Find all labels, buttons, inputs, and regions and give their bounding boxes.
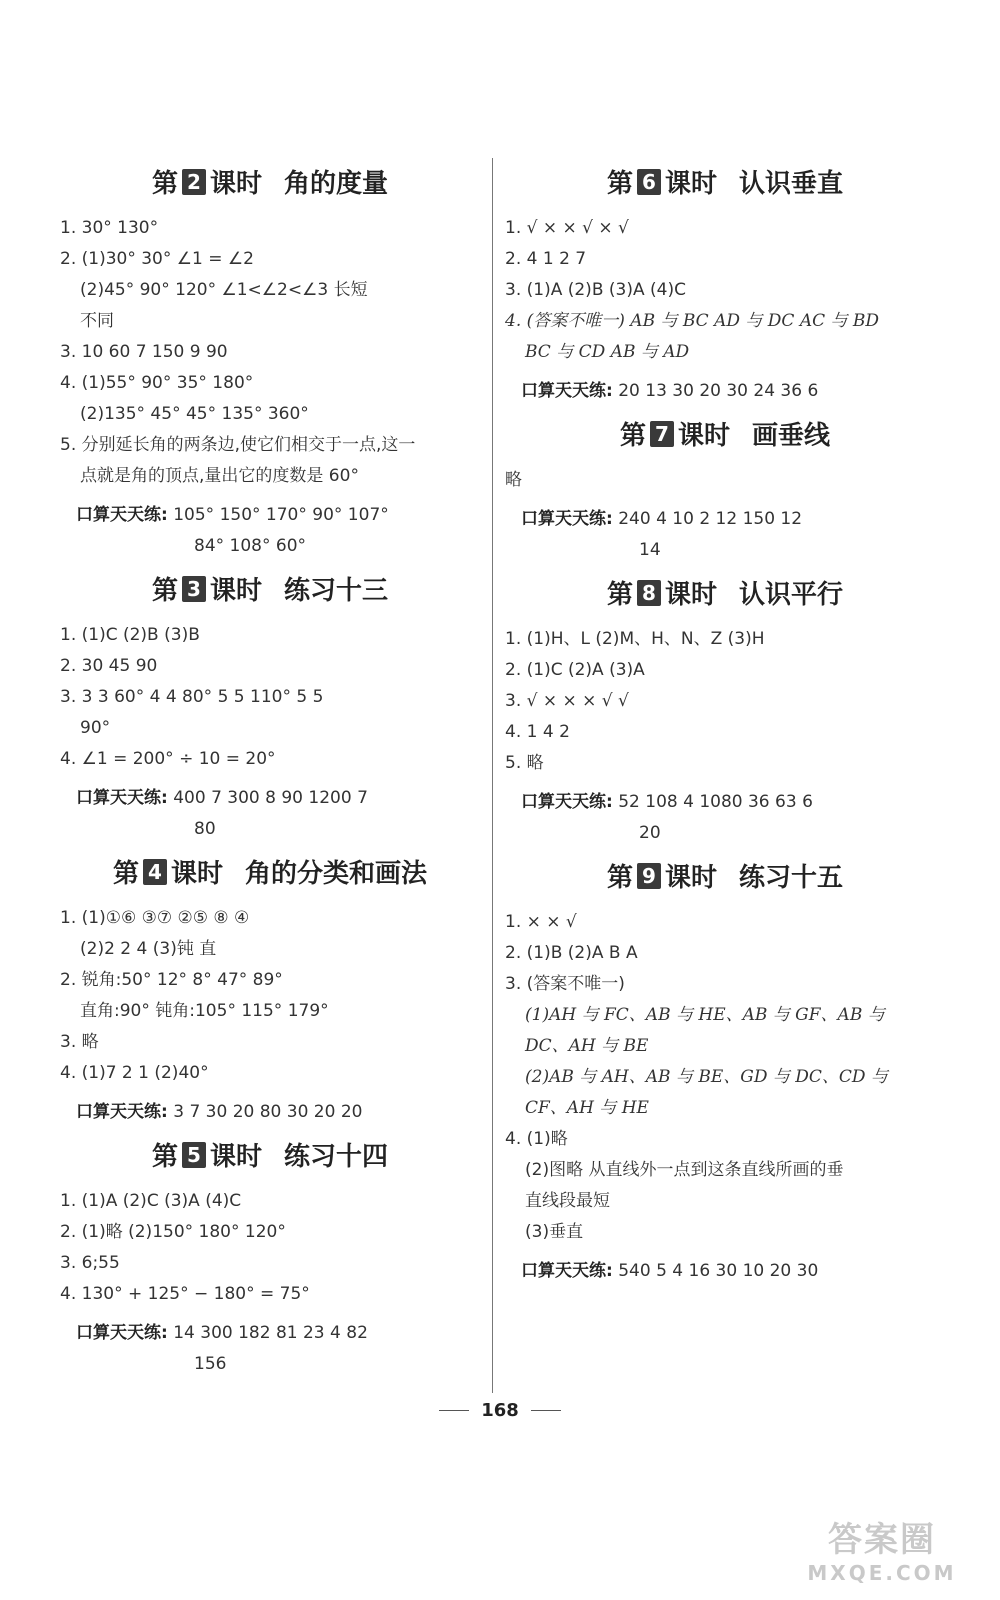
answer-line: 2. (1)B (2)A B A bbox=[505, 943, 638, 963]
oral-practice-values: 3 7 30 20 80 30 20 20 bbox=[173, 1102, 363, 1122]
oral-practice-values: 20 13 30 20 30 24 36 6 bbox=[618, 381, 819, 401]
answer-line: 点就是角的顶点,量出它的度数是 60° bbox=[80, 466, 359, 486]
oral-practice-label: 口算天天练: bbox=[76, 1102, 168, 1122]
footer-dash-right bbox=[531, 1410, 561, 1411]
oral-practice-values-cont: 84° 108° 60° bbox=[194, 536, 307, 556]
answer-line: (2)图略 从直线外一点到这条直线所画的垂 bbox=[525, 1160, 844, 1180]
oral-practice-label: 口算天天练: bbox=[76, 788, 168, 808]
lesson-name: 角的度量 bbox=[284, 169, 389, 199]
title-suffix: 课时 bbox=[664, 863, 717, 893]
answer-line: 4. (1)略 bbox=[505, 1129, 568, 1149]
right-column bbox=[505, 155, 945, 1293]
answer-line: 4. (1)7 2 1 (2)40° bbox=[60, 1063, 209, 1083]
title-suffix: 课时 bbox=[170, 859, 223, 889]
answer-line: 略 bbox=[505, 470, 522, 490]
title-prefix: 第 bbox=[151, 169, 178, 199]
oral-practice-label: 口算天天练: bbox=[76, 1323, 168, 1343]
answer-line: (3)垂直 bbox=[525, 1222, 584, 1242]
section-title-8 bbox=[505, 576, 945, 614]
answer-line: (2)AB 与 AH、AB 与 BE、GD 与 DC、CD 与 bbox=[525, 1067, 888, 1087]
page-footer bbox=[0, 1400, 1000, 1421]
footer-dash-left bbox=[439, 1410, 469, 1411]
answer-line: 3. √ × × × √ √ bbox=[505, 691, 629, 711]
oral-practice-values-cont: 14 bbox=[639, 540, 661, 560]
answer-line: 1. 30° 130° bbox=[60, 218, 159, 238]
lesson-number-badge: 7 bbox=[650, 421, 674, 447]
oral-practice bbox=[505, 504, 945, 566]
answer-line: 3. (答案不唯一) bbox=[505, 974, 625, 994]
answer-line: 5. 略 bbox=[505, 753, 544, 773]
watermark-logo bbox=[782, 1512, 982, 1585]
answer-line: (2)2 2 4 (3)钝 直 bbox=[80, 939, 217, 959]
left-column bbox=[60, 155, 480, 1386]
answer-line: 2. (1)30° 30° ∠1 = ∠2 bbox=[60, 249, 254, 269]
answer-line: 3. (1)A (2)B (3)A (4)C bbox=[505, 280, 686, 300]
answer-line: 1. (1)H、L (2)M、H、N、Z (3)H bbox=[505, 629, 765, 649]
oral-practice bbox=[505, 787, 945, 849]
section-title-3 bbox=[60, 572, 480, 610]
answer-line: 不同 bbox=[80, 311, 114, 331]
answer-line: 2. 30 45 90 bbox=[60, 656, 158, 676]
page-number: 168 bbox=[481, 1400, 519, 1421]
answer-line: 3. 3 3 60° 4 4 80° 5 5 110° 5 5 bbox=[60, 687, 324, 707]
title-prefix: 第 bbox=[606, 580, 633, 610]
title-prefix: 第 bbox=[606, 169, 633, 199]
section-title-2 bbox=[60, 165, 480, 203]
watermark-text-top: 答案圈 bbox=[828, 1520, 936, 1560]
answer-line: 4. 130° + 125° − 180° = 75° bbox=[60, 1284, 310, 1304]
answer-line: 90° bbox=[80, 718, 111, 738]
oral-practice-label: 口算天天练: bbox=[521, 381, 613, 401]
oral-practice-values: 540 5 4 16 30 10 20 30 bbox=[618, 1261, 819, 1281]
answer-line: CF、AH 与 HE bbox=[525, 1098, 649, 1118]
oral-practice-values: 240 4 10 2 12 150 12 bbox=[618, 509, 803, 529]
lesson-number-badge: 6 bbox=[637, 169, 661, 195]
answer-line: 直角:90° 钝角:105° 115° 179° bbox=[80, 1001, 329, 1021]
title-suffix: 课时 bbox=[664, 580, 717, 610]
lesson-number-badge: 4 bbox=[143, 859, 167, 885]
title-suffix: 课时 bbox=[209, 576, 262, 606]
answer-line: 4. (答案不唯一) AB 与 BC AD 与 DC AC 与 BD bbox=[505, 311, 880, 331]
lesson-name: 练习十五 bbox=[739, 863, 844, 893]
oral-practice-label: 口算天天练: bbox=[521, 509, 613, 529]
answer-line: 3. 略 bbox=[60, 1032, 99, 1052]
section-title-9 bbox=[505, 859, 945, 897]
oral-practice-label: 口算天天练: bbox=[521, 1261, 613, 1281]
lesson-name: 练习十四 bbox=[284, 1142, 389, 1172]
lesson-number-badge: 2 bbox=[182, 169, 206, 195]
answer-line: 5. 分别延长角的两条边,使它们相交于一点,这一 bbox=[60, 435, 416, 455]
oral-practice bbox=[60, 1318, 480, 1380]
answer-line: 1. √ × × √ × √ bbox=[505, 218, 629, 238]
section-title-7 bbox=[505, 417, 945, 455]
section-title-4 bbox=[60, 855, 480, 893]
lesson-number-badge: 8 bbox=[637, 580, 661, 606]
answer-line: (2)45° 90° 120° ∠1<∠2<∠3 长短 bbox=[80, 280, 368, 300]
answer-line: (1)AH 与 FC、AB 与 HE、AB 与 GF、AB 与 bbox=[525, 1005, 885, 1025]
title-suffix: 课时 bbox=[209, 1142, 262, 1172]
answer-line: 直线段最短 bbox=[525, 1191, 610, 1211]
answer-line: 2. (1)C (2)A (3)A bbox=[505, 660, 645, 680]
oral-practice bbox=[505, 376, 945, 407]
oral-practice-label: 口算天天练: bbox=[521, 792, 613, 812]
title-prefix: 第 bbox=[619, 421, 646, 451]
answer-line: (2)135° 45° 45° 135° 360° bbox=[80, 404, 309, 424]
answer-line: 4. (1)55° 90° 35° 180° bbox=[60, 373, 254, 393]
answer-line: 1. × × √ bbox=[505, 912, 577, 932]
lesson-name: 练习十三 bbox=[284, 576, 389, 606]
answer-line: 1. (1)C (2)B (3)B bbox=[60, 625, 200, 645]
oral-practice-values-cont: 156 bbox=[194, 1354, 227, 1374]
column-divider bbox=[492, 158, 493, 1393]
lesson-number-badge: 3 bbox=[182, 576, 206, 602]
answer-line: 3. 10 60 7 150 9 90 bbox=[60, 342, 228, 362]
answer-line: 4. 1 4 2 bbox=[505, 722, 570, 742]
lesson-number-badge: 5 bbox=[182, 1142, 206, 1168]
answer-line: 4. ∠1 = 200° ÷ 10 = 20° bbox=[60, 749, 276, 769]
lesson-number-badge: 9 bbox=[637, 863, 661, 889]
lesson-name: 认识垂直 bbox=[739, 169, 844, 199]
oral-practice-values-cont: 80 bbox=[194, 819, 216, 839]
oral-practice-label: 口算天天练: bbox=[76, 505, 168, 525]
oral-practice-values: 105° 150° 170° 90° 107° bbox=[173, 505, 389, 525]
oral-practice bbox=[60, 1097, 480, 1128]
oral-practice bbox=[60, 783, 480, 845]
oral-practice-values: 14 300 182 81 23 4 82 bbox=[173, 1323, 368, 1343]
answer-line: 2. (1)略 (2)150° 180° 120° bbox=[60, 1222, 286, 1242]
lesson-name: 认识平行 bbox=[739, 580, 844, 610]
answer-line: 3. 6;55 bbox=[60, 1253, 120, 1273]
lesson-name: 画垂线 bbox=[752, 421, 831, 451]
answer-line: DC、AH 与 BE bbox=[525, 1036, 649, 1056]
title-prefix: 第 bbox=[151, 1142, 178, 1172]
title-suffix: 课时 bbox=[677, 421, 730, 451]
oral-practice bbox=[505, 1256, 945, 1287]
title-suffix: 课时 bbox=[664, 169, 717, 199]
answer-line: BC 与 CD AB 与 AD bbox=[525, 342, 690, 362]
lesson-name: 角的分类和画法 bbox=[245, 859, 428, 889]
oral-practice-values: 52 108 4 1080 36 63 6 bbox=[618, 792, 813, 812]
section-title-6 bbox=[505, 165, 945, 203]
oral-practice-values: 400 7 300 8 90 1200 7 bbox=[173, 788, 368, 808]
section-title-5 bbox=[60, 1138, 480, 1176]
watermark-text-bottom: MXQE.COM bbox=[807, 1561, 957, 1585]
title-prefix: 第 bbox=[151, 576, 178, 606]
oral-practice-values-cont: 20 bbox=[639, 823, 661, 843]
answer-line: 2. 4 1 2 7 bbox=[505, 249, 587, 269]
title-prefix: 第 bbox=[606, 863, 633, 893]
answer-line: 1. (1)A (2)C (3)A (4)C bbox=[60, 1191, 242, 1211]
oral-practice bbox=[60, 500, 480, 562]
answer-line: 2. 锐角:50° 12° 8° 47° 89° bbox=[60, 970, 283, 990]
title-suffix: 课时 bbox=[209, 169, 262, 199]
title-prefix: 第 bbox=[112, 859, 139, 889]
answer-line: 1. (1)①⑥ ③⑦ ②⑤ ⑧ ④ bbox=[60, 908, 250, 928]
